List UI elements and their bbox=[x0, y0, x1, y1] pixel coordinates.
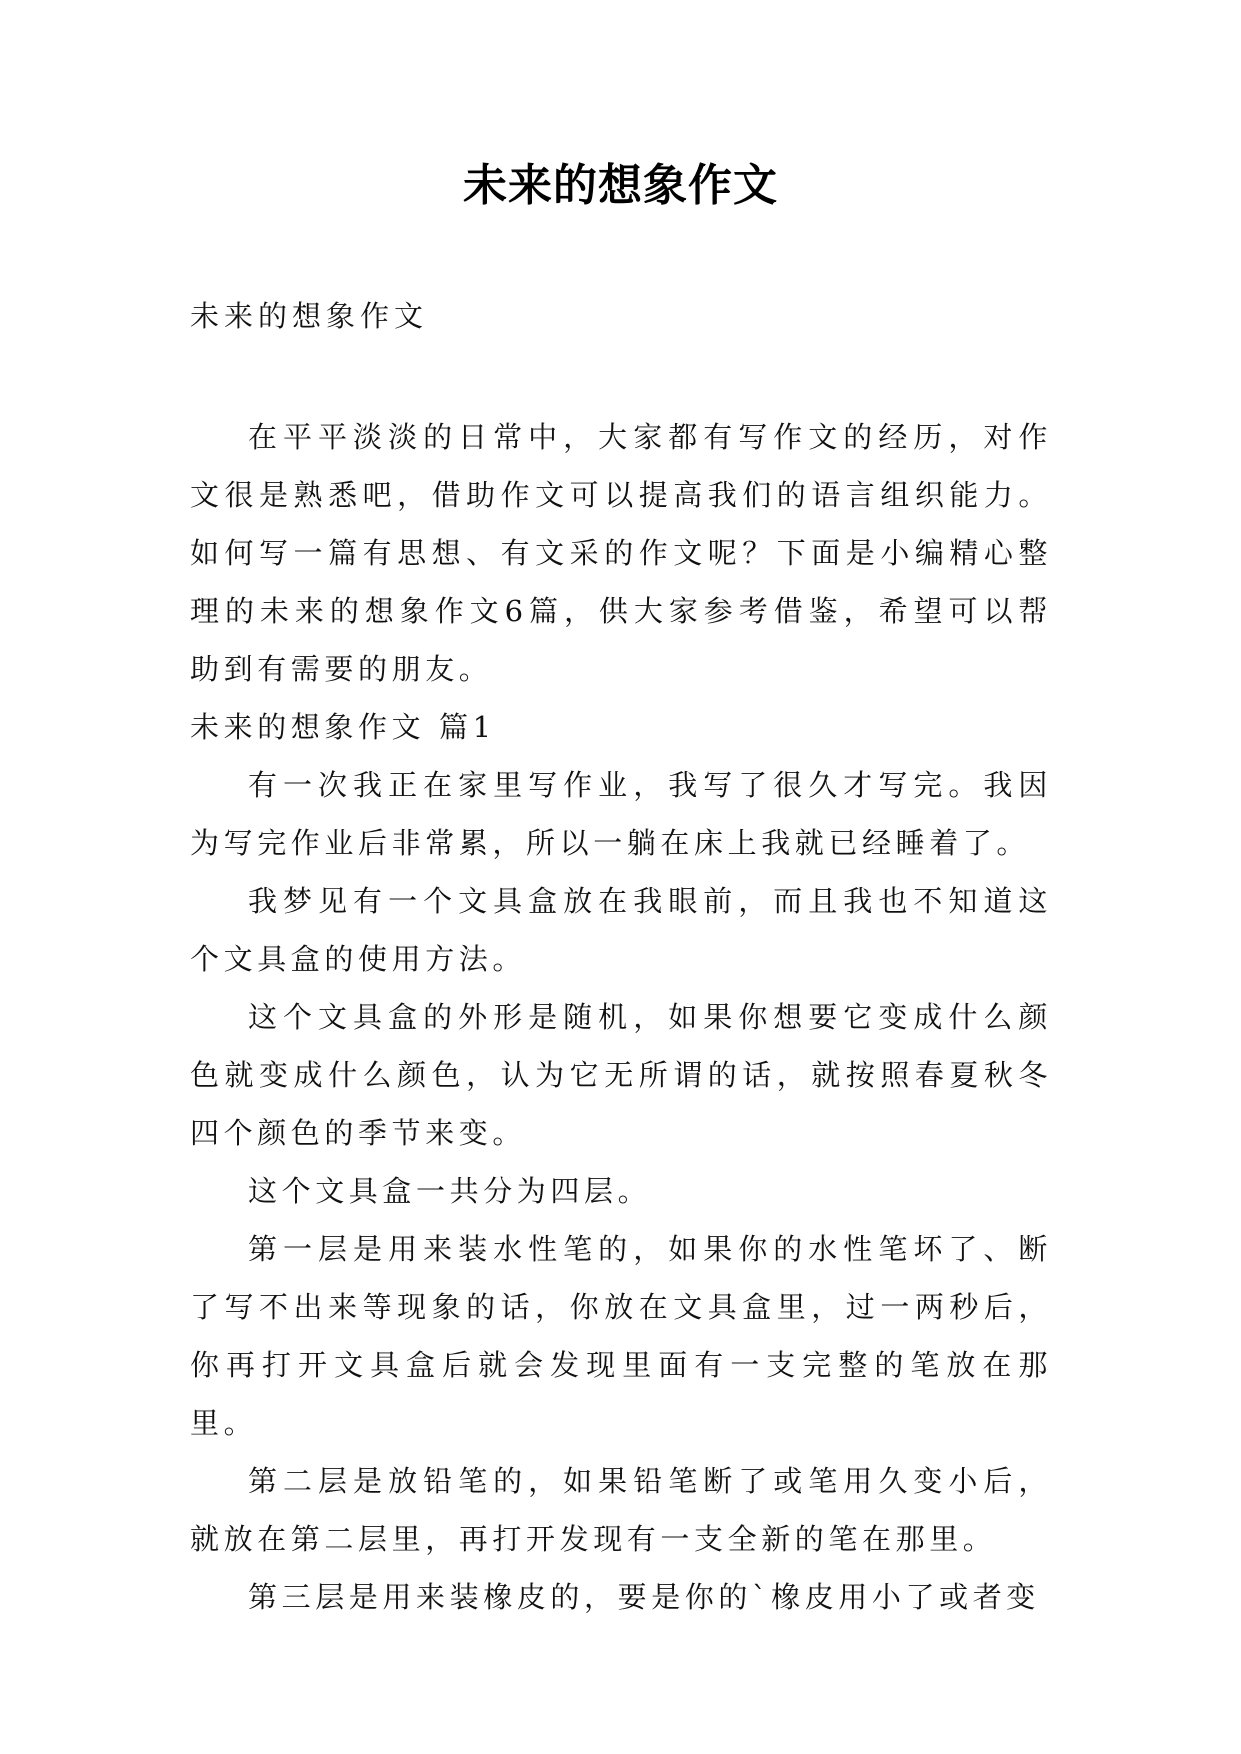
section-heading: 未来的想象作文 篇1 bbox=[190, 710, 496, 744]
paragraph: 第三层是用来装橡皮的，要是你的`橡皮用小了或者变 bbox=[248, 1580, 1040, 1614]
paragraph: 有一次我正在家里写作业，我写了很久才写完。我因为写完作业后非常累，所以一躺在床上我就已经睡着了。 bbox=[190, 768, 1052, 860]
paragraph: 我梦见有一个文具盒放在我眼前，而且我也不知道这个文具盒的使用方法。 bbox=[190, 884, 1052, 976]
paragraph: 这个文具盒的外形是随机，如果你想要它变成什么颜色就变成什么颜色，认为它无所谓的话，就按照春夏秋冬四个颜色的季节来变。 bbox=[190, 1000, 1052, 1150]
document-body bbox=[190, 408, 1052, 1626]
document-subtitle: 未来的想象作文 bbox=[190, 299, 429, 333]
paragraph: 第一层是用来装水性笔的，如果你的水性笔坏了、断了写不出来等现象的话，你放在文具盒里，过一两秒后，你再打开文具盒后就会发现里面有一支完整的笔放在那里。 bbox=[190, 1232, 1052, 1440]
paragraph: 第二层是放铅笔的，如果铅笔断了或笔用久变小后，就放在第二层里，再打开发现有一支全新的笔在那里。 bbox=[190, 1464, 1052, 1556]
document-title: 未来的想象作文 bbox=[463, 160, 778, 211]
paragraph: 这个文具盒一共分为四层。 bbox=[248, 1174, 652, 1208]
paragraph-intro: 在平平淡淡的日常中，大家都有写作文的经历，对作文很是熟悉吧，借助作文可以提高我们的语言组织能力。如何写一篇有思想、有文采的作文呢？下面是小编精心整理的未来的想象作文6篇，供大家参考借鉴，希望可以帮助到有需要的朋友。 bbox=[190, 420, 1052, 686]
